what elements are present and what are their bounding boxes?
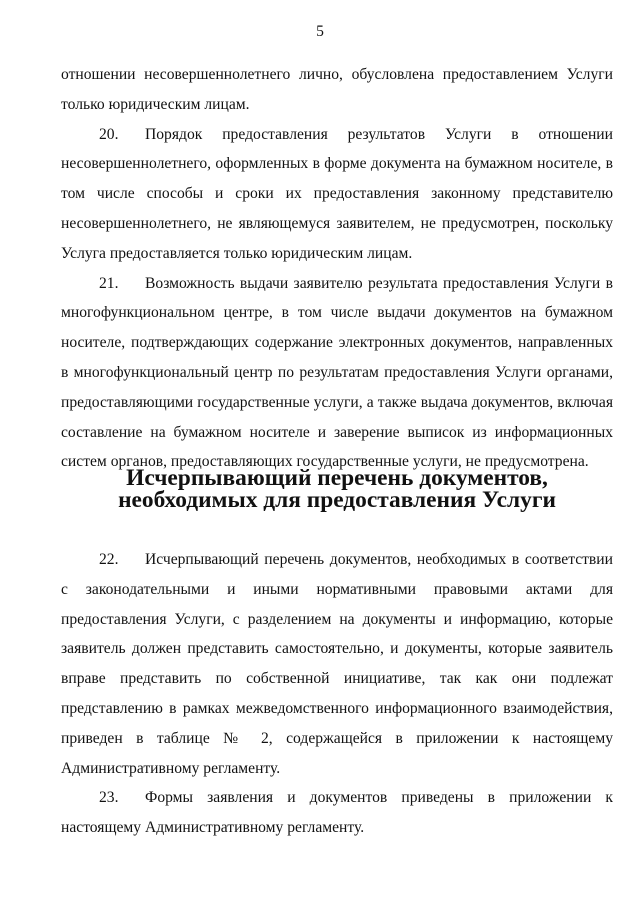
paragraph-continuation bbox=[61, 60, 613, 120]
paragraph-text: Возможность выдачи заявителю результата предоставления Услуги в многофункциональном центре, в том числе выдачи документов на бумажном носителе, подтверждающих содержание электронных документов, направленных в многофункциональный центр по результатам предоставления Услуги органами, предоставляющими государственные услуги, а также выдача документов, включая составление на бумажном носителе и заверение выписок из информационных систем органов, предоставляющих государственные услуги, не предусмотрена. bbox=[61, 274, 613, 471]
paragraph-text: Порядок предоставления результатов Услуги в отношении несовершеннолетнего, оформленных в форме документа на бумажном носителе, в том числе способы и сроки их предоставления законному представителю несовершеннолетнего, не являющемуся заявителем, не предусмотрен, поскольку Услуга предоставляется только юридическим лицам. bbox=[61, 125, 613, 262]
page-number: 5 bbox=[316, 23, 324, 40]
paragraph-number: 23. bbox=[99, 789, 119, 807]
paragraph-21 bbox=[61, 269, 613, 478]
paragraph-20 bbox=[61, 120, 613, 269]
paragraph-23 bbox=[61, 783, 613, 843]
paragraph-number: 22. bbox=[99, 551, 119, 568]
paragraph-22 bbox=[61, 545, 613, 783]
paragraph-text: Формы заявления и документов приведены в приложении к настоящему Административному регламенту. bbox=[61, 789, 613, 837]
paragraph-number: 21. bbox=[99, 274, 119, 292]
paragraphs-after-heading bbox=[61, 545, 613, 843]
paragraph-number: 20. bbox=[99, 125, 119, 143]
section-heading: Исчерпывающий перечень документов, необходимых для предоставления Услуги bbox=[118, 465, 556, 513]
paragraphs-before-heading bbox=[61, 60, 613, 477]
paragraph-text: отношении несовершеннолетнего лично, обусловлена предоставлением Услуги только юридическим лицам. bbox=[61, 66, 613, 113]
paragraph-text: Исчерпывающий перечень документов, необходимых в соответствии с законодательными и иными нормативными правовыми актами для предоставления Услуги, с разделением на документы и информацию, которые заявитель должен представить самостоятельно, и документы, которые заявитель вправе представить по собственной инициативе, так как они подлежат представлению в рамках межведомственного информационного взаимодействия, приведен в таблице № 2, содержащейся в приложении к настоящему Административному регламенту. bbox=[61, 551, 613, 777]
